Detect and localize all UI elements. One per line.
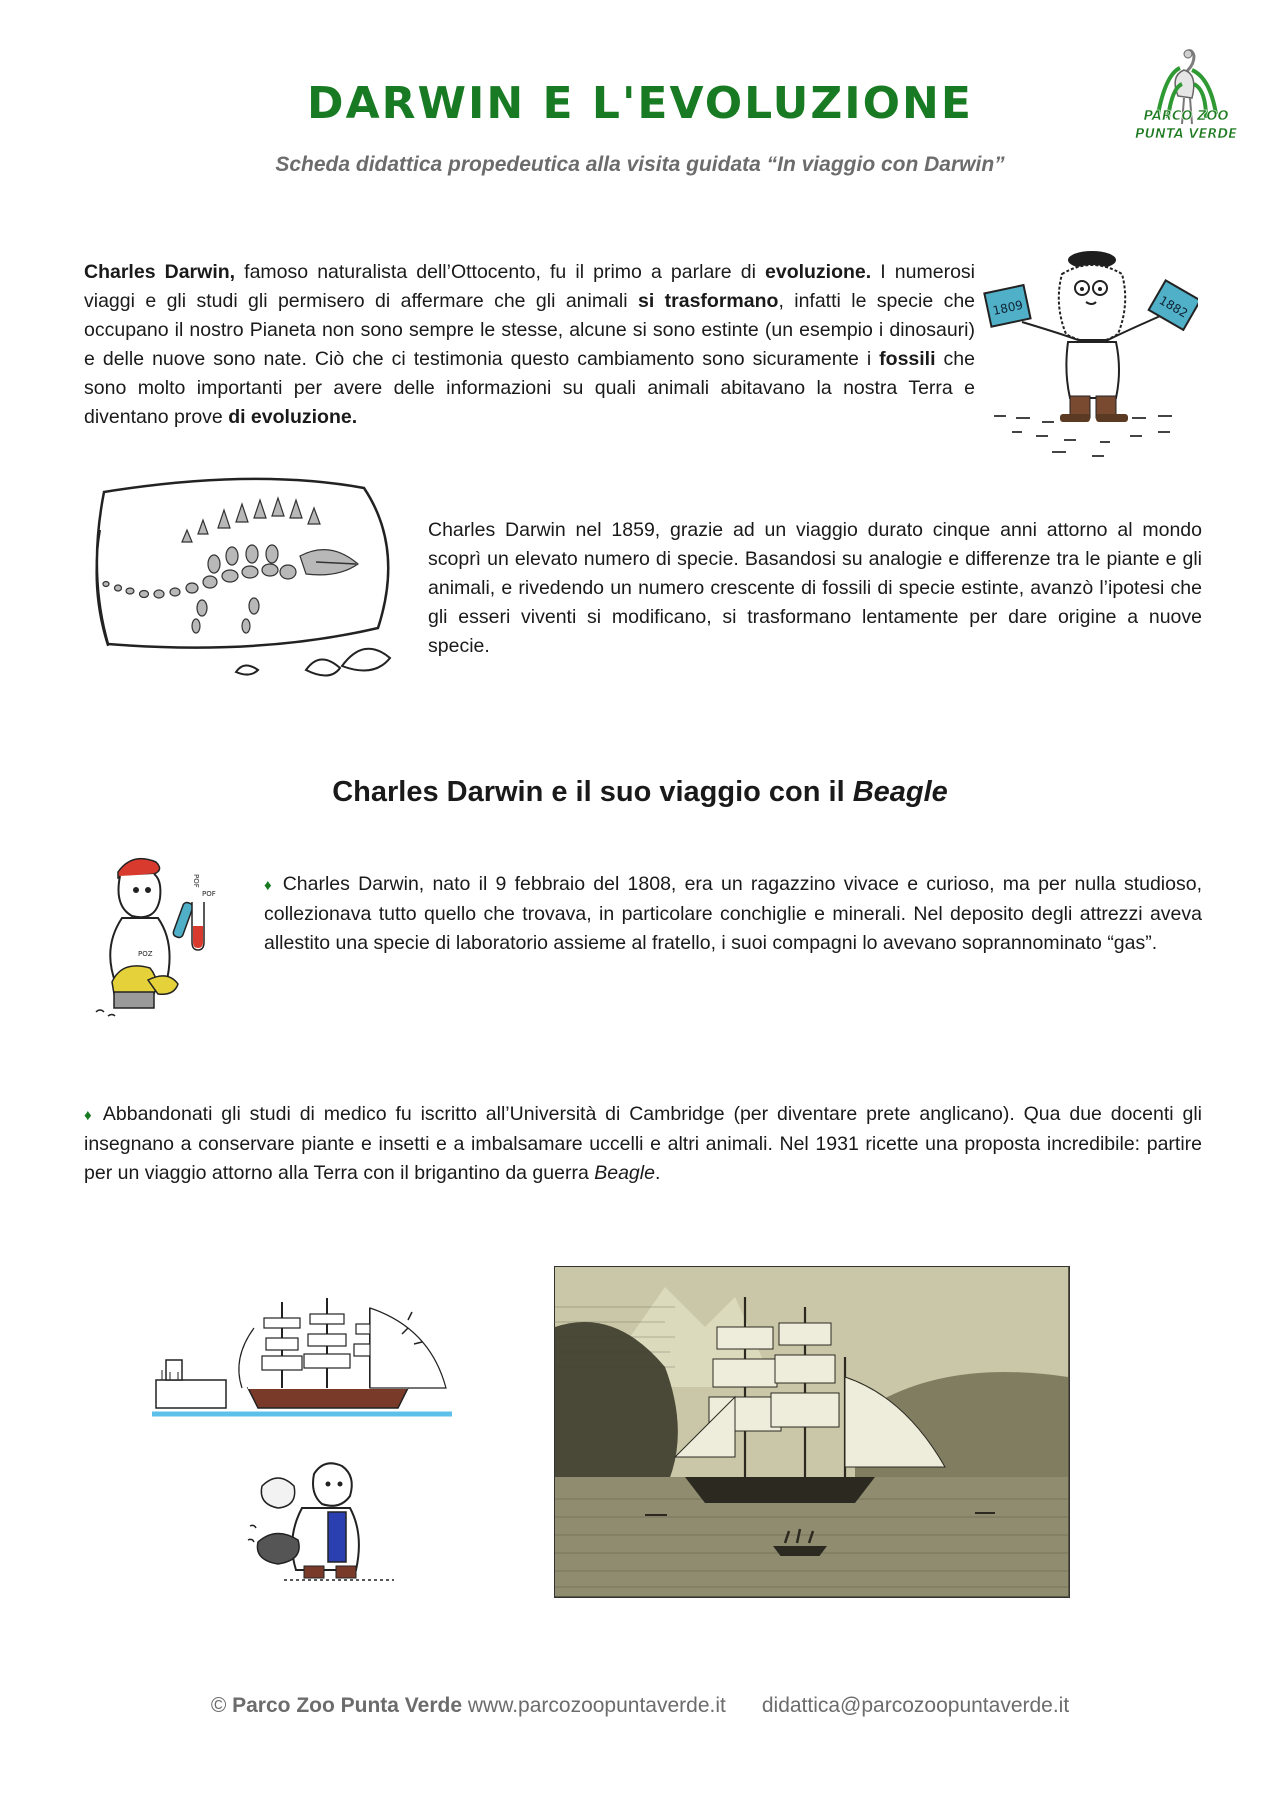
footer: [0, 1694, 1280, 1718]
young-darwin-paragraph: [264, 870, 1202, 958]
footer-org-name: Parco Zoo Punta Verde: [232, 1694, 463, 1717]
intro-text-1: famoso naturalista dell’Ottocento, fu il primo a parlare di: [235, 261, 765, 283]
page-subtitle: Scheda didattica propedeutica alla visita guidata “In viaggio con Darwin”: [275, 153, 1005, 176]
fossil-illustration: [86, 470, 412, 698]
young-darwin-text: Charles Darwin, nato il 9 febbraio del 1808, era un ragazzino vivace e curioso, ma per nulla studioso, collezionava tutto quello che trovava, in particolare conchiglie e minerali. Nel deposito degli attrezzi aveva allestito una specie di laboratorio assieme al fratello, i suoi compagni lo avevano soprannominato “gas”.: [264, 873, 1202, 954]
beagle-engraving: [554, 1266, 1070, 1598]
cartoon-label-top: POF: [192, 874, 200, 888]
intro-text-3: , infatti le specie che occupano il nostro Pianeta non sono sempre le stesse, alcune si sono estinte (un esempio i dinosauri) e delle nuove sono nate. Ciò che ci testimonia questo cambiamento sono sicuramente i: [84, 290, 976, 370]
logo-text-bottom: PUNTA VERDE: [1134, 127, 1238, 142]
intro-keyword-evolution-proof: di evoluzione.: [228, 406, 358, 428]
sign-birth-year: 1809: [991, 297, 1025, 318]
cambridge-beagle: Beagle: [594, 1162, 655, 1184]
intro-darwin-name: Charles Darwin,: [84, 261, 236, 283]
cartoon-label-mid: POF: [202, 890, 216, 898]
footer-website-link[interactable]: www.parcozoopuntaverde.it: [462, 1694, 726, 1717]
parco-zoo-logo: [1128, 44, 1246, 148]
intro-keyword-evoluzione: evoluzione.: [765, 261, 872, 283]
sign-death-year: 1882: [1156, 293, 1191, 321]
cartoon-label-low: POZ: [138, 950, 153, 958]
cambridge-end: .: [654, 1162, 661, 1184]
footer-email-link[interactable]: didattica@parcozoopuntaverde.it: [761, 1694, 1070, 1717]
intro-keyword-trasformano: si trasformano: [638, 290, 779, 312]
bullet-icon: ♦: [264, 877, 275, 894]
intro-keyword-fossili: fossili: [879, 348, 936, 370]
beagle-cartoon: [152, 1294, 462, 1432]
intro-paragraph: [84, 258, 975, 432]
young-darwin-cartoon: [92, 850, 238, 1024]
section-heading-text: Charles Darwin e il suo viaggio con il: [332, 776, 853, 808]
intro-text-4: che sono molto importanti per avere delle informazioni su quali animali abitavano la nostra Terra e diventano prove: [84, 348, 975, 428]
darwin-cartoon: [982, 246, 1198, 462]
page-title: DARWIN E L'EVOLUZIONE: [307, 78, 973, 129]
fossil-paragraph: Charles Darwin nel 1859, grazie ad un viaggio durato cinque anni attorno al mondo scoprì un elevato numero di specie. Basandosi su analogie e differenze tra le piante e gli animali, e rivedendo un numero crescente di fossili di specie estinte, avanzò l’ipotesi che gli esseri viventi si modificano, si trasformano lentamente per dare origine a nuove specie.: [428, 519, 1202, 657]
cambridge-text: Abbandonati gli studi di medico fu iscritto all’Università di Cambridge (per diventare prete anglicano). Qua due docenti gli insegnano a conservare piante e insetti e a imbalsamare uccelli e altri animali. Nel 1931 ricette una proposta incredibile: partire per un viaggio attorno alla Terra con il brigantino da guerra: [84, 1103, 1202, 1184]
section-heading: [0, 776, 1280, 809]
section-heading-beagle: Beagle: [852, 776, 948, 808]
travelling-darwin-cartoon: [244, 1456, 404, 1588]
intro-text-2: I numerosi viaggi e gli studi gli permisero di affermare che gli animali: [84, 261, 975, 312]
bullet-icon: ♦: [84, 1107, 96, 1124]
logo-text-top: PARCO ZOO: [1143, 109, 1229, 124]
copyright-symbol: ©: [210, 1694, 233, 1717]
cambridge-paragraph: [84, 1100, 1202, 1188]
